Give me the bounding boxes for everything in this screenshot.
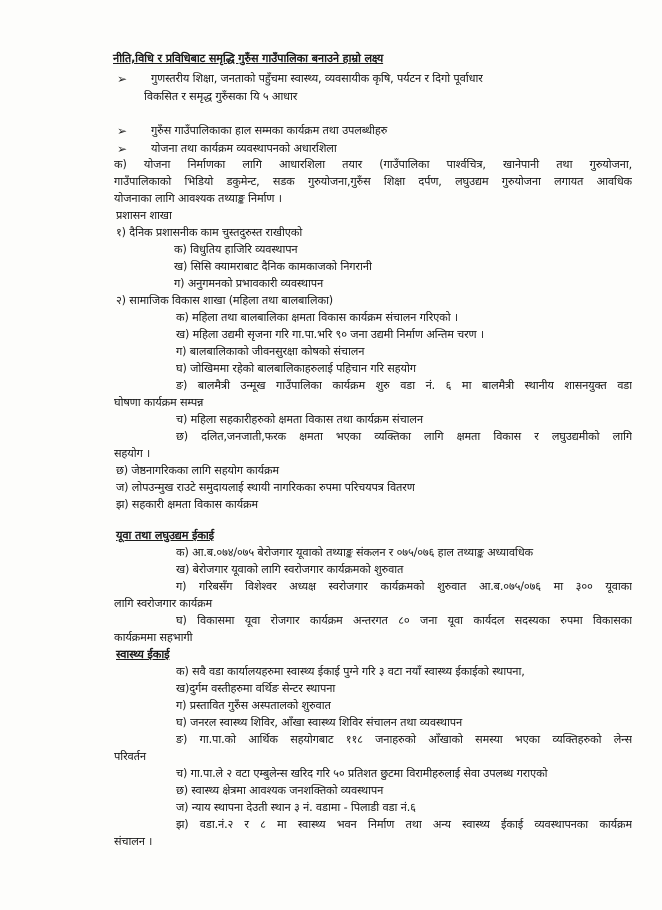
health-cha: च) गा.पा.ले २ वटा एम्बुलेन्स खरिद गरि ५० प्रतिशत छुटमा विरामीहरुलाई सेवा उपलब्ध गराएको — [176, 767, 548, 780]
social-ga: ग) बालबालिकाको जीवनसुरक्षा कोषको संचालन — [176, 345, 365, 358]
youth-gha-line-2: कार्यक्रममा सहभागी — [114, 631, 193, 644]
health-nga-line-1: ङ) गा.पा.को आर्थिक सहयोगबाट ११८ जनाहरुको आँखाको समस्या भएका व्यक्तिहरुको लेन्स — [176, 733, 632, 746]
health-nga-line-2: परिवर्तन — [114, 750, 146, 763]
social-chha-line-2: सहयोग । — [114, 447, 151, 460]
health-ga: ग) प्रस्तावित गुरुँस अस्पतालको शुरुवात — [176, 699, 331, 712]
youth-heading: यूवा तथा लघुउद्यम ईकाई — [116, 529, 215, 542]
document-heading: नीति,विधि र प्रविधिबाट समृद्धि गुरुँस गाउँपालिका बनाउने हाम्रो लक्ष्य — [113, 52, 384, 65]
youth-ga-line-2: लागि स्वरोजगार कार्यक्रम — [114, 597, 213, 610]
health-kha: ख)दुर्गम वस्तीहरुमा वर्थिङ सेन्टर स्थापना — [176, 682, 336, 695]
arrow-bullet-icon: ➢ — [117, 124, 128, 138]
admin-item-1-ga: ग) अनुगमनको प्रभावकारी व्यवस्थापन — [174, 277, 324, 290]
admin-item-1: १) दैनिक प्रशासनीक काम चुस्तदुरुस्त राखीएको — [116, 226, 303, 239]
social-nga-line-1: ङ) बालमैत्री उन्मूख गाउँपालिका कार्यक्रम शुरु वडा नं. ६ मा बालमैत्री स्थानीय शासनयुक्त वडा — [176, 379, 632, 392]
admin-item-2: २) सामाजिक विकास शाखा (महिला तथा बालबालिका) — [116, 294, 334, 307]
health-jha-line-1: झ) वडा.नं.२ र ८ मा स्वास्थ्य भवन निर्माण तथा अन्य स्वास्थ्य ईकाई व्यवस्थापनका कार्यक्रम — [176, 818, 632, 831]
arrow-bullet-icon: ➢ — [117, 72, 128, 86]
goal-line-2: विकसित र समृद्ध गुरुँसका यि ५ आधार — [144, 90, 298, 103]
ka-line-1: क) योजना निर्माणका लागि आधारशिला तयार (गाउँपालिका पार्श्वचित्र, खानेपानी तथा गुरुयोजना, — [114, 158, 632, 171]
arrow-bullet-icon: ➢ — [117, 142, 128, 156]
social-chha-line-1: छ) दलित,जनजाती,फरक क्षमता भएका व्यक्तिका लागि क्षमता विकास र लघुउद्यमीको लागि — [176, 430, 632, 443]
admin-item-1-ka: क) विधुतिय हाजिरि व्यवस्थापन — [174, 243, 298, 256]
admin-item-1-kha: ख) सिसि क्यामराबाट दैनिक कामकाजको निगरानी — [174, 260, 372, 273]
youth-kha: ख) बेरोजगार यूवाको लागि स्वरोजगार कार्यक्रमको शुरुवात — [176, 563, 404, 576]
youth-ga-line-1: ग) गरिबसँग विशेश्वर अध्यक्ष स्वरोजगार कार्यक्रमको शुरुवात आ.ब.०७५/०७६ मा ३०० यूवाका — [176, 580, 632, 593]
health-heading: स्वास्थ्य ईकाई — [116, 648, 170, 661]
point-planning: योजना तथा कार्यक्रम व्यवस्थापनको अधारशिला — [151, 142, 337, 155]
senior-citizen-item: छ) जेष्ठनागरिकका लागि सहयोग कार्यक्रम — [116, 464, 279, 477]
youth-gha-line-1: घ) विकासमा यूवा रोजगार कार्यक्रम अन्तरगत ८० जना यूवा कार्यदल सदस्यका रुपमा विकासका — [176, 614, 632, 627]
health-gha: घ) जनरल स्वास्थ्य शिविर, आँखा स्वास्थ्य शिविर संचालन तथा व्यवस्थापन — [176, 716, 463, 729]
cooperative-item: झ) सहकारी क्षमता विकास कार्यक्रम — [116, 498, 258, 511]
health-ja: ज) न्याय स्थापना देउती स्थान ३ नं. वडामा - पिलाडी वडा नं.६ — [176, 801, 416, 814]
social-gha: घ) जोखिममा रहेको बालबालिकाहरुलाई पहिचान गरि सहयोग — [176, 362, 416, 375]
raute-item: ज) लोपउन्मुख राउटे समुदायलाई स्थायी नागरिकका रुपमा परिचयपत्र वितरण — [116, 481, 415, 494]
goal-line-1: गुणस्तरीय शिक्षा, जनताको पहुँचमा स्वास्थ्य, व्यवसायीक कृषि, पर्यटन र दिगो पूर्वाधार — [151, 72, 483, 85]
point-programs: गुरुँस गाउँपालिकाका हाल सम्मका कार्यक्रम तथा उपलब्धीहरु — [151, 124, 388, 137]
ka-line-3: योजनाका लागि आवश्यक तथ्याङ्क निर्माण । — [114, 192, 282, 205]
ka-line-2: गाउँपालिकाको भिडियो डकुमेन्ट, सडक गुरुयोजना,गुरुँस शिक्षा दर्पण, लघुउद्यम गुरुयोजना लगायत आवधिक — [114, 175, 632, 188]
social-cha: च) महिला सहकारीहरुको क्षमता विकास तथा कार्यक्रम संचालन — [176, 413, 423, 426]
social-nga-line-2: घोषणा कार्यक्रम सम्पन्न — [114, 396, 204, 409]
social-ka: क) महिला तथा बालबालिका क्षमता विकास कार्यक्रम संचालन गरिएको । — [176, 311, 458, 324]
health-ka: क) सवै वडा कार्यालयहरुमा स्वास्थ्य ईकाई पुग्ने गरि ३ वटा नयाँ स्वास्थ्य ईकाईको स्थापना, — [176, 665, 525, 678]
health-chha: छ) स्वास्थ्य क्षेत्रमा आवश्यक जनशक्तिको व्यवस्थापन — [176, 784, 384, 797]
admin-heading: प्रशासन शाखा — [116, 209, 172, 222]
health-jha-line-2: संचालन । — [114, 835, 153, 848]
social-kha: ख) महिला उद्यमी सृजना गरि गा.पा.भरि ९० जना उद्यमी निर्माण अन्तिम चरण । — [176, 328, 484, 341]
youth-ka: क) आ.ब.०७४/०७५ बेरोजगार यूवाको तथ्याङ्क संकलन र ०७५/०७६ हाल तथ्याङ्क अध्यावधिक — [176, 546, 533, 559]
